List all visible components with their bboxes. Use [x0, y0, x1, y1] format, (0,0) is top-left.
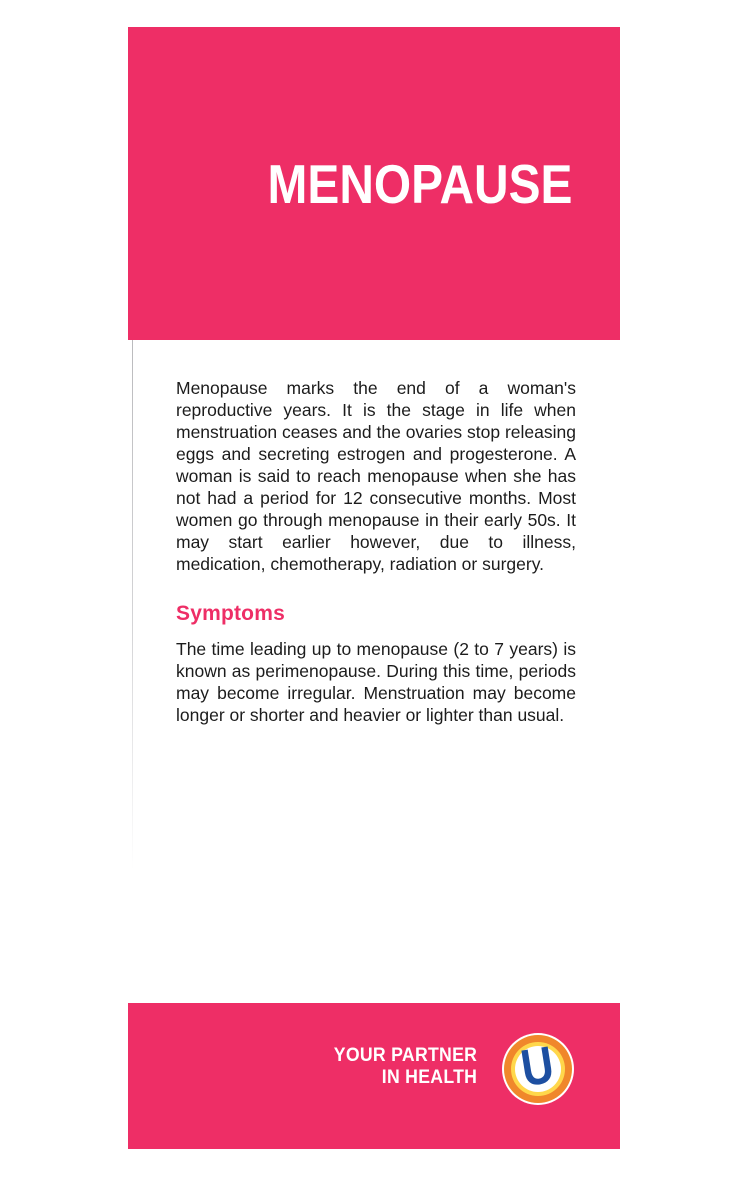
footer-banner — [128, 1003, 620, 1149]
symptoms-heading: Symptoms — [176, 602, 285, 625]
logo-orange-ring — [504, 1035, 572, 1103]
tagline-line-1: YOUR PARTNER — [333, 1045, 477, 1066]
header-banner — [128, 27, 620, 340]
symptoms-paragraph: The time leading up to menopause (2 to 7 years) is known as perimenopause. During this time, periods may become irregular. Menstruation may become longer or shorter and heavier or lighter than usual. — [176, 639, 576, 725]
tagline — [334, 1045, 477, 1089]
logo-white-center — [515, 1035, 561, 1099]
logo-yellow-ring — [511, 1035, 565, 1099]
page-title: MENOPAUSE — [267, 152, 572, 215]
u-brand-logo-icon — [502, 1033, 574, 1105]
intro-paragraph: Menopause marks the end of a woman's reproductive years. It is the stage in life when menstruation ceases and the ovaries stop releasing eggs and secreting estrogen and progesterone. A woman is said to reach menopause when she has not had a period for 12 consecutive months. Most women go through menopause in their early 50s. It may start earlier however, due to illness, medication, chemotherapy, radiation or surgery. — [176, 378, 576, 574]
tagline-line-2: IN HEALTH — [381, 1067, 477, 1088]
body-content — [176, 377, 576, 726]
panel-fold-line — [132, 340, 133, 870]
logo-letter: U — [517, 1035, 558, 1099]
